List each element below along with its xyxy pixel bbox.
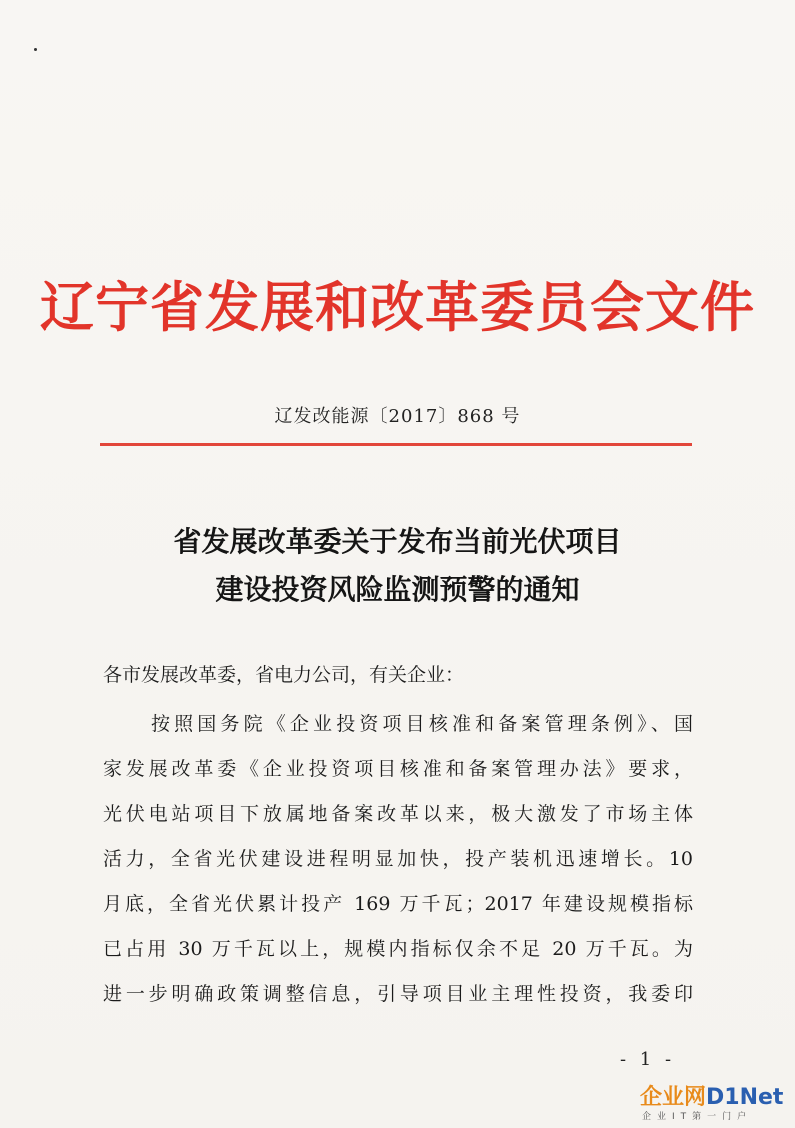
body-line: 光伏电站项目下放属地备案改革以来，极大激发了市场主体 [103,803,693,825]
notice-title-line: 省发展改革委关于发布当前光伏项目 [173,525,622,558]
watermark-logo [640,1084,790,1124]
notice-title [0,518,795,614]
scan-speck [34,48,37,51]
body-line: 活力，全省光伏建设进程明显加快，投产装机迅速增长。10 [103,848,693,870]
watermark-tagline: 企业IT第一门户 [642,1112,753,1122]
body-paragraph [103,702,693,1017]
body-line: 月底，全省光伏累计投产 169 万千瓦；2017 年建设规模指标 [103,893,693,915]
watermark-brand [640,1084,783,1112]
salutation: 各市发展改革委，省电力公司，有关企业： [103,664,465,686]
page-number: - 1 - [620,1049,676,1070]
watermark-brand-cn: 企业网 [640,1085,707,1110]
document-number: 辽发改能源〔2017〕868 号 [274,406,521,427]
watermark-brand-en: D1Net [706,1085,784,1110]
body-line: 按照国务院《企业投资项目核准和备案管理条例》、国 [151,713,693,735]
body-line: 已占用 30 万千瓦以上，规模内指标仅余不足 20 万千瓦。为 [103,938,693,960]
issuer-title: 辽宁省发展和改革委员会文件 [40,276,755,339]
notice-title-line: 建设投资风险监测预警的通知 [215,573,580,606]
red-divider-line [100,443,692,446]
body-line: 进一步明确政策调整信息，引导项目业主理性投资，我委印 [103,983,693,1005]
body-line: 家发展改革委《企业投资项目核准和备案管理办法》要求， [103,758,693,780]
